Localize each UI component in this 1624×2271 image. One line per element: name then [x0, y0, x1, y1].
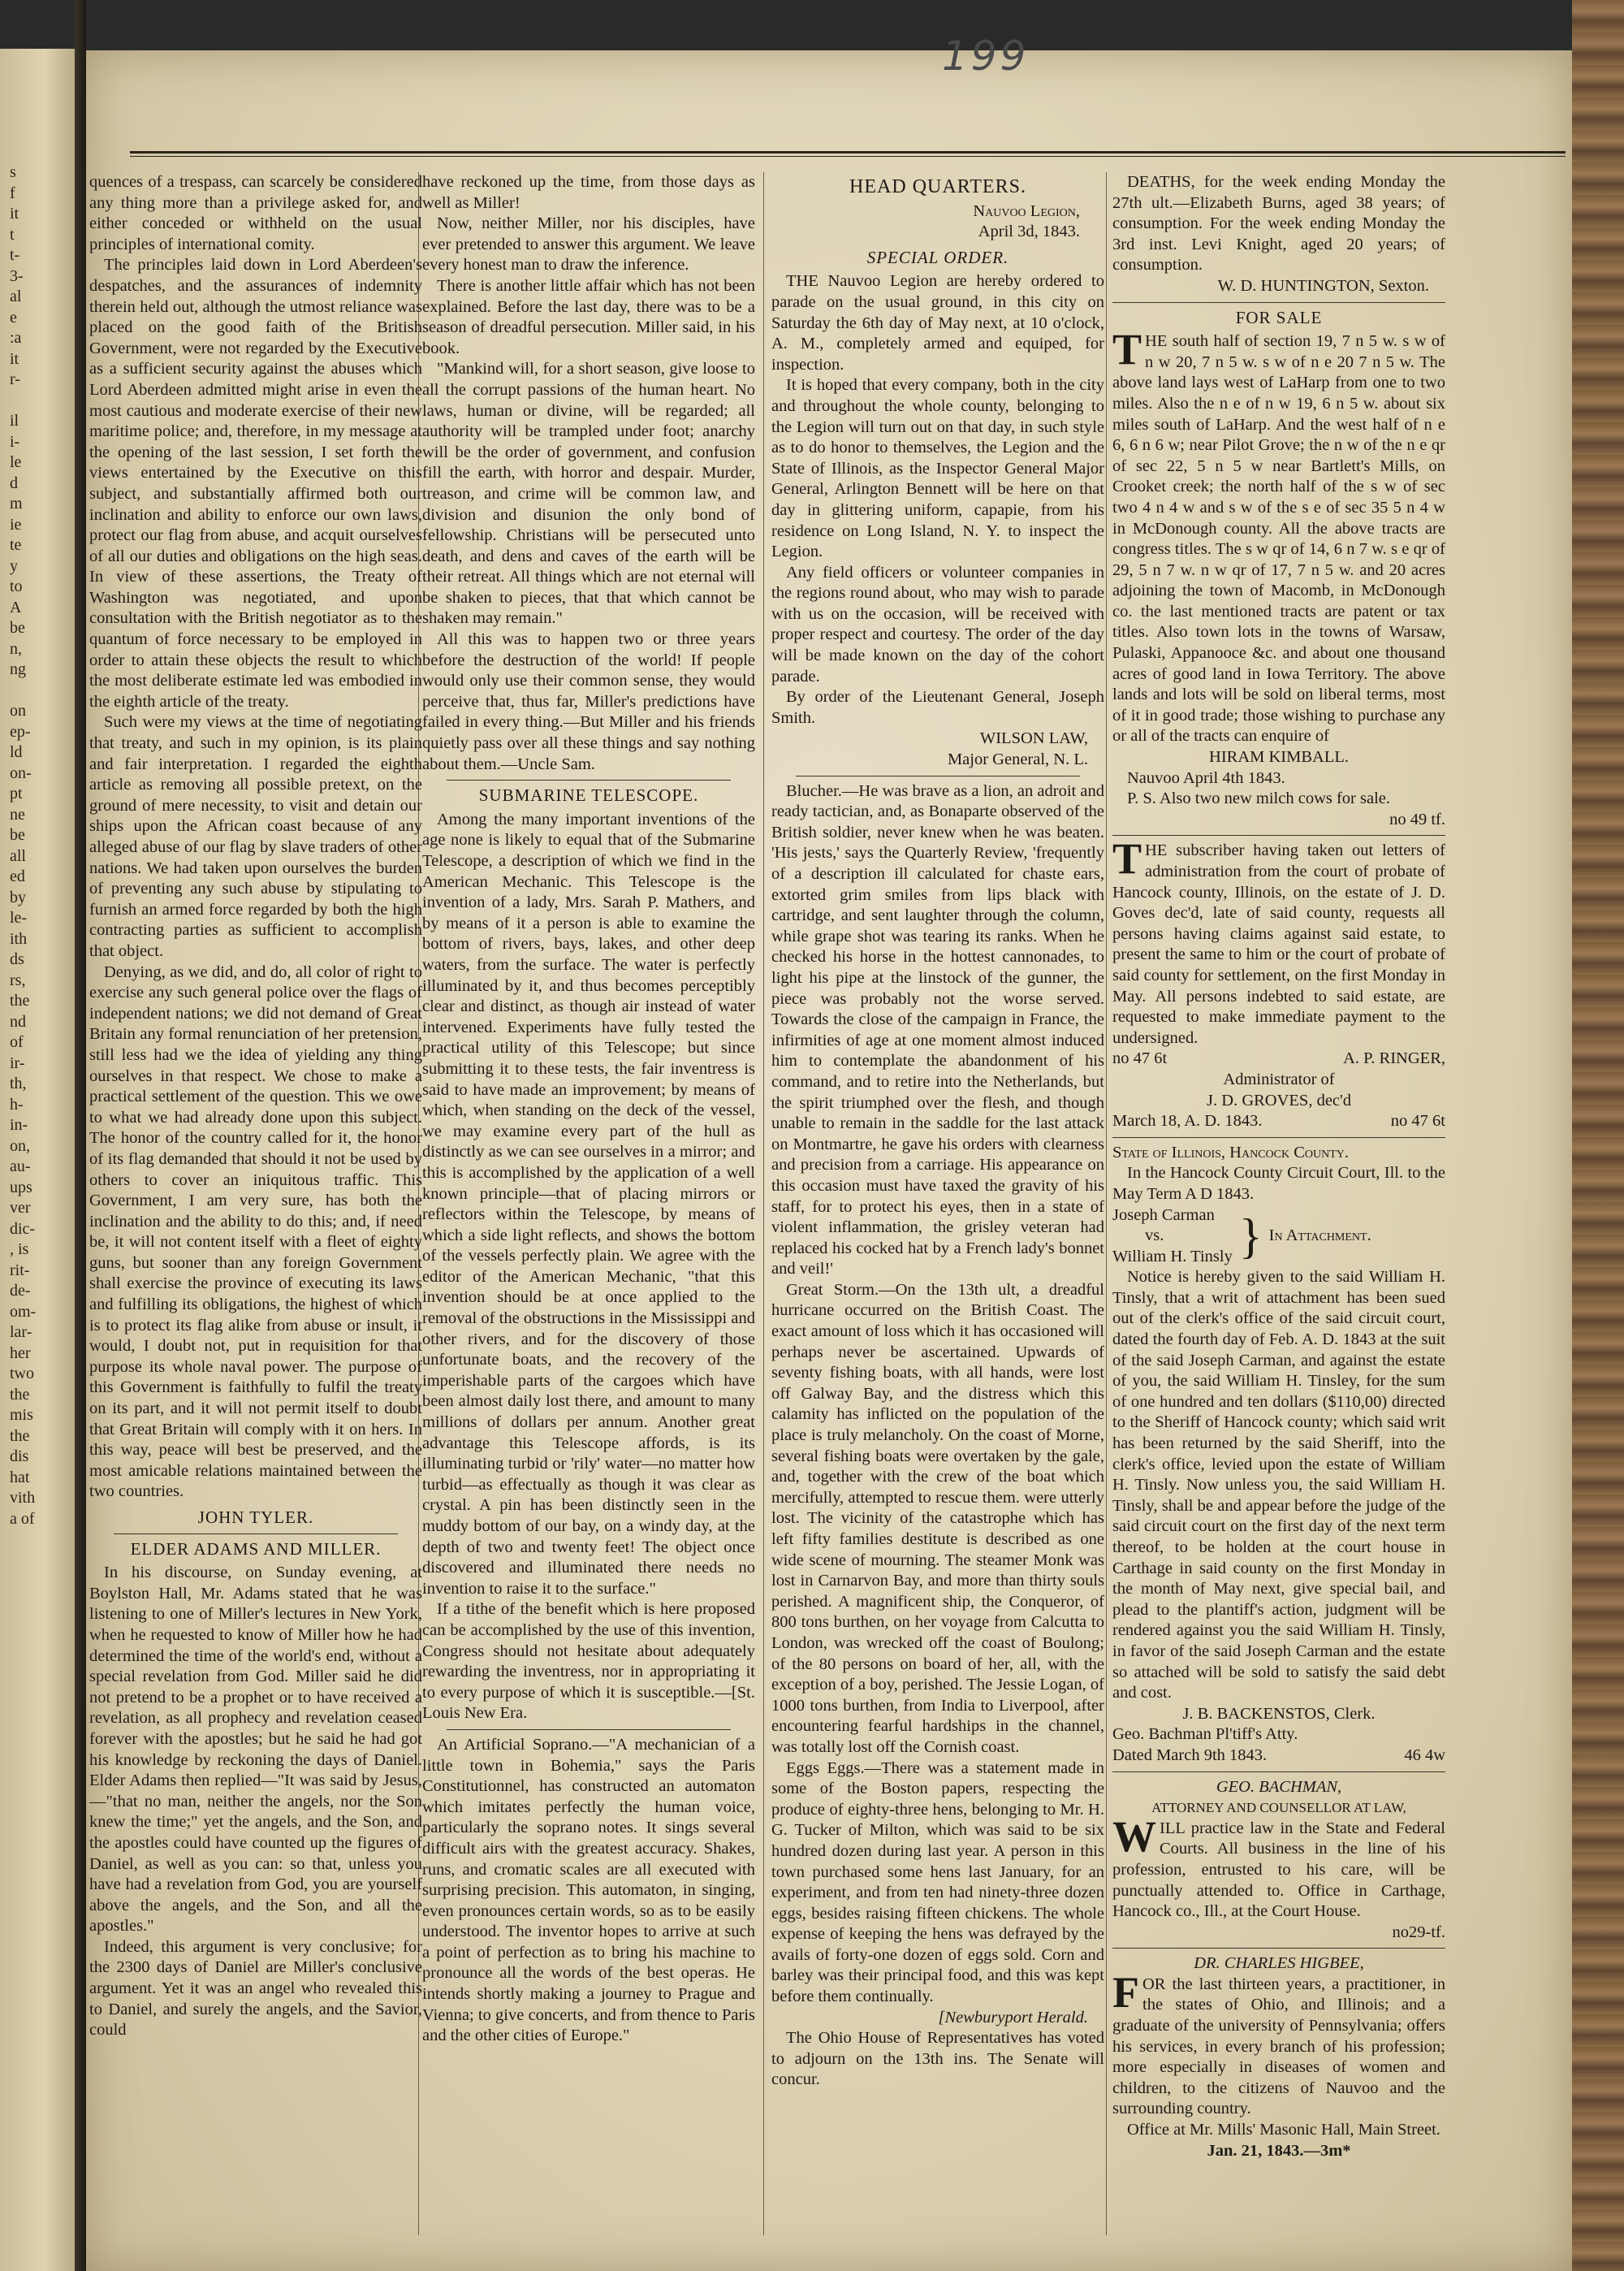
doctor-office: Office at Mr. Mills' Masonic Hall, Main Street. — [1127, 2121, 1440, 2139]
divider — [447, 1729, 731, 1730]
article-paragraph: Great Storm.—On the 13th ult, a dreadful hurricane occurred on the British Coast. The exact amount of loss which it has occasioned will perhaps never be ascertained. Upwards of seventy fishing boats, with all hands, were lost off Galway Bay, and the distress which this calamity has inflicted on the population of the place is truly melancholy. On the coast of Morne, several fishing boats were overtaken by the gale, and, together with the crew of the boat which mercifully, attempted to rescue them. were utterly lost. The vicinity of the catastrophe which has left fifty families destitute is described as one wide scene of mourning. The steamer Monk was lost in Carnarvon Bay, and more than thirty souls perished. A magnificent ship, the Conqueror, of 800 tons burthen, on her voyage from Calcutta to London, was wrecked off the coast of Boulong; of the 80 persons on board of her, all, with the exception of a boy, perished. The Jessie Logan, of 1000 tons burthen, from India to Liverpool, after encountering fearful hardships in the channel, was totally lost off the Cornish coast. — [771, 1280, 1104, 1756]
divider — [1112, 1137, 1445, 1138]
article-paragraph: An Artificial Soprano.—"A mechanician of a little town in Bohemia," says the Paris Constitutionnel, has constructed an automaton which imitates perfectly the human voice, particularly the soprano notes. It sings several difficult airs with the greatest accuracy. Shakes, runs, and cromatic scales are all executed with surprising precision. This automaton, in singing, even pronounces certain words, so as to be easily understood. The inventor hopes to arrive at such a point of perfection as to bring his machine to pronounce all the words of the best operas. He intends shortly making a journey to Prague and Vienna; to give concerts, and from thence to Paris and the other cities of Europe." — [422, 1735, 755, 2045]
article-paragraph: have reckoned up the time, from those days as well as Miller! — [422, 173, 755, 212]
plaintiff: Joseph Carman — [1112, 1205, 1215, 1224]
ad-postscript: P. S. Also two new milch cows for sale. — [1127, 789, 1390, 808]
article-paragraph: It is hoped that every company, both in the city and throughout the whole county, belonging to the Legion will turn out on that day, in such style as to do honor to themselves, the Legion and the State of Illinois, as the Inspector General Major General, Arlington Bennett will be here on that day in glittering uniform, capapie, from his residence on Long Island, N. Y. to inspect the Legion. — [771, 376, 1104, 561]
article-paragraph: If a tithe of the benefit which is here proposed can be accomplished by the use of this invention, Congress should not hesitate about adequately rewarding the inventress, nor in appropriating it to every purpose of which it is susceptible.—[St. Louis New Era. — [422, 1600, 755, 1723]
ad-date: Nauvoo April 4th 1843. — [1127, 768, 1285, 787]
sexton-name: W. D. HUNTINGTON, Sexton. — [1217, 276, 1429, 295]
article-paragraph: In his discourse, on Sunday evening, at Boylston Hall, Mr. Adams stated that he was listening to one of Miller's lectures in New York, when he requested to know of Miller how he had determined the time of the world's end, without a special revelation from God. Miller said he did not pretend to be a prophet or to have received a revelation, as all prophecy and revelation ceased forever with the apostles; but he said he had got his knowledge by reckoning the days of Daniel. Elder Adams then replied—"It was said by Jesus, —"that no man, neither the angels, nor the Son knew the time;" yet the angels, and the Son, and the apostles could have counted up the figures of Daniel, as well as you can: so that, unless you have had a revelation from God, you are yourself above the angels, and the Son, and all the apostles." — [89, 1564, 422, 1936]
article-paragraph: Such were my views at the time of negotiating that treaty, and such in my opinion, is its plain and fair interpretation. I regarded the eighth article as removing all possible pretext, on the ground of mere necessity, to visit and detain our ships upon the African coast because of any alleged abuse of our flag by slave traders of other nations. We had taken upon ourselves the burden of preventing any such abuse by stipulating to furnish an armed force regarded by both the high contracting parties as sufficient to accomplish that object. — [89, 713, 422, 960]
article-paragraph: Now, neither Miller, nor his disciples, have ever pretended to answer this argument. We leave every honest man to draw the inference. — [422, 214, 755, 275]
attachment-label: In Attachment. — [1268, 1226, 1371, 1245]
source-credit: [Newburyport Herald. — [938, 2008, 1088, 2027]
column-3 — [771, 172, 1104, 2235]
ad-number: no 49 tf. — [1389, 810, 1445, 828]
deaths-notice: DEATHS, for the week ending Monday the 27th ult.—Elizabeth Burns, aged 38 years; of consumption. For the week ending Monday the 3rd inst. Levi Knight, aged 20 years; of consumption. — [1112, 173, 1445, 275]
page-edge-marbling — [1572, 0, 1624, 2271]
article-paragraph: Indeed, this argument is very conclusive; for the 2300 days of Daniel are Miller's conclusive argument. Yet it was an angel who revealed this to Daniel, and surely the angels, and the Savior, could — [89, 1937, 422, 2040]
article-headline: ELDER ADAMS AND MILLER. — [130, 1538, 382, 1559]
signer-name: WILSON LAW, — [979, 729, 1088, 748]
article-headline: SUBMARINE TELESCOPE. — [478, 785, 699, 806]
article-paragraph: Among the many important inventions of the age none is likely to equal that of the Submarine Telescope, a description of which we find in the American Mechanic. This Telescope is the invention of a lady, Mrs. Sarah P. Mathers, and by means of it a person is able to examine the bottom of rivers, bays, lakes, and other deep waters, from the surface. The water is perfectly illuminated by it, and thus becomes perceptibly clear and distinct, as though air instead of water intervened. Experiments have fully tested the practical utility of this Telescope; but since submitting it to these tests, the fair inventress is said to have made an improvement; by means of which, when standing on the deck of the vessel, we may examine every part of the hull as distinctly as we can see ourselves in a mirror; and this is accomplished by the application of a well known principle—that of placing mirrors or reflectors within the Telescope, by means of which a side light reflects, and shows the bottom of the vessels perfectly plain. We agree with the editor of the American Mechanic, "that this invention should be at once applied to the removal of the obstructions in the Mississippi and other rivers, and for the discovery of those unfortunate boats, and the recovery of the imperishable parts of the cargoes which have been almost daily lost there, and amount to many millions of dollars per annum. Another great advantage this Telescope affords, is its illuminating turbid or 'rily' water—no matter how turbid—as effectually as though it was clear as crystal. A pin has been distinctly seen in the muddy bottom of our bay, on a windy day, at the depth of two and twenty feet! The object once discovered and illuminated there needs no invention to raise it to the surface." — [422, 810, 755, 1598]
administrator-title: Administrator of — [1223, 1070, 1335, 1088]
column-rule — [763, 172, 764, 2235]
lawyer-ad: WILL practice law in the State and Federal Courts. All business in the line of his profession, entrusted to his care, will be punctually attended to. Office in Carthage, Hancock co., Ill., at the Court House. — [1112, 1811, 1445, 1921]
column-rule — [1106, 172, 1107, 2235]
book-gutter — [75, 0, 86, 2271]
article-paragraph: Eggs Eggs.—There was a statement made in some of the Boston papers, respecting the produce of eighty-three hens, belonging to Mr. H. G. Tucker of Milton, which was said to be six hundred dozen during last year. A person in this town purchased some hens last January, for an experiment, and from ten had ninety-three dozen eggs, besides raising fifteen chickens. The whole expense of keeping the hens was defrayed by the avails of forty-one dozen of eggs sold. Corn and barley was their principal food, and this was kept before them continually. — [771, 1758, 1104, 2006]
legal-notice: Notice is hereby given to the said William H. Tinsly, that a writ of attachment has been sued out of the clerk's office of the said circuit court, dated the fourth day of Feb. A. D. 1843 at the suit of the said Joseph Carman, and against the estate of you, the said William H. Tinsley, for the sum of one hundred and ten dollars ($110,00) directed to the Sheriff of Hancock county; which said writ has been returned by the said Sheriff, into the clerk's office, levied upon the estate of William H. Tinsly. Now unless you, the said William H. Tinsly, shall be and appear before the judge of the said circuit court on the first day of the next term thereof, to be holden at the court house in Carthage in said county on the first Monday in the month of May next, give special bail, and plead to the plantiff's action, judgment will be rendered against you the said William H. Tinsly, in favor of the said Joseph Carman and the estate so attached will be sold to satisfy the said debt and cost. — [1112, 1268, 1445, 1702]
ad-number: no 47 6t — [1390, 1112, 1445, 1131]
doctor-ad: FOR the last thirteen years, a practitioner, in the states of Ohio, and Illinois; and a graduate of the university of Pennsylvania; offers his services, in every branch of his profession; more especially in diseases of women and children, to the citizens of Nauvoo and the surrounding country. — [1112, 1967, 1445, 2118]
article-headline: HEAD QUARTERS. — [849, 176, 1026, 197]
defendant: William H. Tinsly — [1112, 1247, 1233, 1265]
clerk-name: J. B. BACKENSTOS, Clerk. — [1182, 1704, 1376, 1723]
case-caption — [1112, 1205, 1445, 1268]
estate-name: J. D. GROVES, dec'd — [1207, 1091, 1351, 1110]
divider — [447, 780, 731, 781]
lawyer-name: GEO. BACHMAN, — [1216, 1777, 1342, 1796]
column-1 — [89, 172, 422, 2235]
attorney-name: Geo. Bachman Pl'tiff's Atty. — [1112, 1725, 1298, 1744]
ad-number: no 47 6t — [1112, 1049, 1168, 1068]
adjacent-page-binding — [0, 49, 75, 2271]
divider — [1112, 302, 1445, 303]
ad-number: no29-tf. — [1392, 1923, 1445, 1941]
article-paragraph: By order of the Lieutenant General, Joseph Smith. — [771, 688, 1104, 727]
page-number: 199 — [942, 32, 1030, 80]
divider — [1112, 1771, 1445, 1772]
court-heading: In the Hancock County Circuit Court, Ill. to the May Term A D 1843. — [1112, 1164, 1445, 1203]
divider — [114, 1533, 398, 1534]
advertiser-name: HIRAM KIMBALL. — [1209, 748, 1349, 767]
divider — [1112, 835, 1445, 836]
ad-number: 46 4w — [1404, 1745, 1445, 1764]
article-paragraph: quences of a trespass, can scarcely be considered any thing more than a privilege asked for, and either conceded or withheld on the usual principles of international comity. — [89, 173, 422, 253]
administrator-name: A. P. RINGER, — [1343, 1049, 1445, 1068]
dateline: April 3d, 1843. — [978, 223, 1080, 241]
article-signature: JOHN TYLER. — [197, 1508, 314, 1527]
state-heading: State of Illinois, Hancock County. — [1112, 1143, 1349, 1161]
column-4 — [1112, 172, 1445, 2235]
doctor-name: DR. CHARLES HIGBEE, — [1194, 1954, 1364, 1973]
adjacent-page-text-fragment: s f it t t- 3- al e :a it r- il i- le d m ie te y to A be n, ng on ep- ld on- pt ne be all ed by le- ith ds rs, the nd of ir- th, h- in- on, au- ups ver dic- , is rit- de- om- lar- her two the mis the dis hat vith a of — [10, 163, 37, 1528]
lawyer-title: ATTORNEY AND COUNSELLOR AT LAW, — [1151, 1800, 1406, 1816]
brace-icon: } — [1238, 1209, 1263, 1263]
article-paragraph: "Mankind will, for a short season, give loose to all the corrupt passions of the human heart. No laws, human or divine, will be regarded; all authority will be trampled under foot; anarchy will be the order of government, and confusion fill the earth, with horror and despair. Murder, treason, and crime will be common law, and division and disunion the only bond of fellowship. Christians will be persecuted unto death, and dens and caves of the earth will be their retreat. All things which are not eternal will be shaken to pieces, that that which cannot be shaken may remain." — [422, 360, 755, 628]
article-paragraph: All this was to happen two or three years before the destruction of the world! If people would only use their common sense, they would perceive that, thus far, Miller's predictions have failed in every thing.—But Miller and his friends quietly pass over all these things and say nothing about them.—Uncle Sam. — [422, 630, 755, 773]
article-paragraph: The Ohio House of Representatives has voted to adjourn on the 13th ins. The Senate will concur. — [771, 2029, 1104, 2089]
column-2 — [422, 172, 755, 2235]
header-rule — [130, 151, 1566, 157]
article-paragraph: Blucher.—He was brave as a lion, an adroit and ready tactician, and, as Bonaparte observed of the British soldier, never knew when he was beaten. 'His jests,' says the Quarterly Review, 'frequently of a description ill calculated for chaste ears, extorted grim smiles from lips black with cartridge, and sent laughter through the column, while grape shot was tearing its ranks. When he checked his horse in the hottest cannonades, to light his pipe at the linstock of the gunner, the piece was probably not the worse served. Towards the close of the campaign in France, the infirmities of age at one moment almost induced him to contemplate the abandonment of his command, and to retire into the Netherlands, but the spirit triumphed over the flesh, and though unable to remain in the saddle for the last attack on Montmartre, he gave his orders with clearness and precision from a carriage. His appearance on this occasion must have taxed the gravity of his staff, for to protect his eyes, then in a state of violent inflammation, the grisley veteran had replaced his cocked hat by a French lady's bonnet and veil!' — [771, 781, 1104, 1278]
divider — [1112, 1948, 1445, 1949]
article-paragraph: Denying, as we did, and do, all color of right to exercise any such general police over the flags of independent nations; we did not demand of Great Britain any formal renunciation of her pretension, still less had we the idea of yielding any thing ourselves in that respect. We chose to make a practical settlement of the question. This we owe to what we had already done upon this subject. The honor of the country called for it, the honor of its flag demanded that should it not be used by others to cover an iniquitous traffic. This Government, I am very sure, has both the inclination and the ability to do this; and, if need be, it will not content itself with a fleet of eighty guns, but sooner than any foreign Government shall exercise the province of executing its laws and fulfilling its obligations, the highest of which is to protect its flag alike from abuse or insult, it would, I doubt not, put in requisition for that purpose its whole naval power. The purpose of this Government is faithfully to fulfil the treaty on its part, and it will not permit itself to doubt that Great Britain will comply with it on hers. In this way, peace will best be preserved, and the most amicable relations maintained between the two countries. — [89, 962, 422, 1501]
dateline: Nauvoo Legion, — [973, 201, 1080, 220]
article-paragraph: THE Nauvoo Legion are hereby ordered to parade on the usual ground, in this city on Saturday the 6th day of May next, at 10 o'clock, A. M., completely armed and equiped, for inspection. — [771, 272, 1104, 374]
ad-date: March 18, A. D. 1843. — [1112, 1112, 1263, 1131]
ad-headline: FOR SALE — [1235, 307, 1323, 327]
article-paragraph: There is another little affair which has not been explained. Before the last day, there was to be a season of dreadful persecution. Miller said, in his book. — [422, 276, 755, 357]
versus: vs. — [1145, 1226, 1164, 1245]
administration-notice: THE subscriber having taken out letters of administration from the court of probate of Hancock county, Illinois, on the estate of J. D. Goves dec'd, late of said county, requests all persons having claims against said estate, to present the same to him or the court of probate of said county for settlement, on the first Monday in May. All persons indebted to said estate, are requested to make immediate payment to the undersigned. — [1112, 834, 1445, 1047]
article-paragraph: Any field officers or volunteer companies in the regions round about, who may wish to parade with us on the occasion, will be received with proper respect and courtesy. The order of the day will be made known on the day of the cohort parade. — [771, 563, 1104, 686]
for-sale-ad: THE south half of section 19, 7 n 5 w. s w of n w 20, 7 n 5 w. s w of n e 20 7 n 5 w. The above land lays west of LaHarp from one to two miles. Also the n e of n w 19, 6 n 5 w. about six miles south of LaHarp. And the west half of n e 6, 6 n 6 w; near Pilot Grove; the n w of the n e qr of sec 22, 5 n 5 w near Bartlett's Mills, on Crooket creek; the north half of the s w of sec two 4 n 4 w and s w of the s e of sec 35 5 n 4 w in McDonough county. All the above tracts are congress titles. The s w qr of 14, 6 n 7 w. s e qr of 29, 5 n 7 w. n w qr of 17, 7 n 5 w. and 20 acres adjoining the town of Macomb, in McDonough co. the last mentioned tracts are patent or tax titles. Also town lots in the towns of Warsaw, Pulaski, Appanooce &c. and about one thousand acres of good land in Iowa Territory. The above lands and lots will be sold on liberal terms, most of it in good trade; those wishing to purchase any or all of the tracts can enquire of — [1112, 325, 1445, 746]
article-paragraph: The principles laid down in Lord Aberdeen's despatches, and the assurances of indemnity therein held out, although the utmost reliance was placed on the good faith of the British Government, were not regarded by the Executive as a sufficient security against the abuses which Lord Aberdeen admitted might arise in even the most cautious and moderate exercise of their new maritime police; and, therefore, in my message at the opening of the last session, I set forth the views entertained by the Executive on this subject, and substantially affirmed both our inclination and ability to enforce our own laws, protect our flag from abuse, and acquit ourselves of all our duties and obligations on the high seas. In view of these assertions, the Treaty of Washington was negotiated, and upon consultation with the British negotiator as to the quantum of force necessary to be employed in order to attain these objects the result to which the most deliberate estimate led was embodied in the eighth article of the treaty. — [89, 256, 422, 711]
ad-date: Jan. 21, 1843.—3m* — [1207, 2141, 1351, 2160]
article-subheadline: SPECIAL ORDER. — [866, 247, 1009, 267]
signer-title: Major General, N. L. — [947, 751, 1088, 769]
ad-date: Dated March 9th 1843. — [1112, 1745, 1268, 1764]
